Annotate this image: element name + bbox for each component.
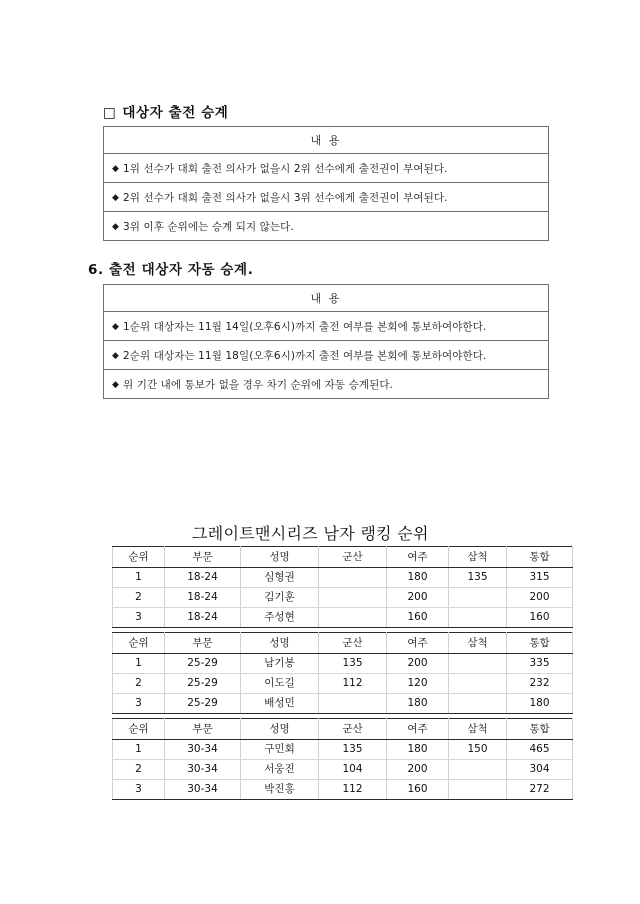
ranking-table-18-24 bbox=[112, 546, 573, 628]
column-header-name: 성명 bbox=[241, 719, 319, 740]
cell-name: 주성현 bbox=[241, 608, 319, 628]
cell-yeoju: 160 bbox=[387, 608, 449, 628]
diamond-bullet-icon: ◆ bbox=[112, 350, 120, 361]
cell-division: 18-24 bbox=[165, 588, 241, 608]
rule-text: 2위 선수가 대회 출전 의사가 없을시 3위 선수에게 출전권이 부여된다. bbox=[123, 191, 448, 204]
diamond-bullet-icon: ◆ bbox=[112, 163, 120, 174]
column-header-division: 부문 bbox=[165, 547, 241, 568]
cell-rank: 2 bbox=[113, 588, 165, 608]
cell-division: 18-24 bbox=[165, 608, 241, 628]
cell-rank: 1 bbox=[113, 568, 165, 588]
table-row bbox=[113, 674, 573, 694]
diamond-bullet-icon: ◆ bbox=[112, 321, 120, 332]
table-header-row bbox=[104, 285, 549, 312]
cell-total: 160 bbox=[507, 608, 573, 628]
cell-total: 465 bbox=[507, 740, 573, 760]
cell-name: 남기봉 bbox=[241, 654, 319, 674]
cell-gunsan bbox=[319, 588, 387, 608]
cell-gunsan: 135 bbox=[319, 740, 387, 760]
table-row bbox=[113, 780, 573, 800]
cell-name: 이도길 bbox=[241, 674, 319, 694]
cell-yeoju: 200 bbox=[387, 588, 449, 608]
table-row bbox=[104, 212, 549, 241]
cell-samcheok bbox=[449, 608, 507, 628]
cell-total: 315 bbox=[507, 568, 573, 588]
column-header-total: 통합 bbox=[507, 719, 573, 740]
column-header-yeoju: 여주 bbox=[387, 633, 449, 654]
cell-yeoju: 160 bbox=[387, 780, 449, 800]
table-row bbox=[113, 588, 573, 608]
cell-gunsan: 112 bbox=[319, 780, 387, 800]
cell-samcheok bbox=[449, 760, 507, 780]
cell-division: 30-34 bbox=[165, 740, 241, 760]
rule-cell bbox=[104, 154, 549, 183]
checkbox-square-icon: □ bbox=[103, 105, 117, 121]
cell-division: 18-24 bbox=[165, 568, 241, 588]
table-header-row bbox=[113, 633, 573, 654]
column-header-samcheok: 삼척 bbox=[449, 719, 507, 740]
rule-text: 2순위 대상자는 11월 18일(오후6시)까지 출전 여부를 본회에 통보하여야한다. bbox=[123, 349, 487, 362]
column-header-rank: 순위 bbox=[113, 719, 165, 740]
table-header-row bbox=[113, 547, 573, 568]
section-heading-auto-succession-label: 6. 출전 대상자 자동 승계. bbox=[88, 262, 254, 278]
column-header-gunsan: 군산 bbox=[319, 547, 387, 568]
column-header-content: 내 용 bbox=[104, 127, 549, 154]
cell-name: 배성민 bbox=[241, 694, 319, 714]
table-row bbox=[104, 183, 549, 212]
cell-division: 25-29 bbox=[165, 674, 241, 694]
diamond-bullet-icon: ◆ bbox=[112, 221, 120, 232]
column-header-total: 통합 bbox=[507, 547, 573, 568]
cell-total: 335 bbox=[507, 654, 573, 674]
cell-rank: 2 bbox=[113, 674, 165, 694]
cell-name: 김기훈 bbox=[241, 588, 319, 608]
table-row bbox=[113, 760, 573, 780]
cell-samcheok bbox=[449, 674, 507, 694]
cell-division: 30-34 bbox=[165, 780, 241, 800]
section-heading-succession bbox=[103, 101, 228, 121]
cell-name: 박진홍 bbox=[241, 780, 319, 800]
table-row bbox=[113, 694, 573, 714]
table-row bbox=[104, 341, 549, 370]
ranking-title: 그레이트맨시리즈 남자 랭킹 순위 bbox=[192, 524, 429, 543]
cell-rank: 1 bbox=[113, 740, 165, 760]
cell-name: 구민회 bbox=[241, 740, 319, 760]
table-row bbox=[113, 568, 573, 588]
cell-yeoju: 200 bbox=[387, 654, 449, 674]
rule-cell bbox=[104, 370, 549, 399]
column-header-rank: 순위 bbox=[113, 547, 165, 568]
cell-gunsan bbox=[319, 568, 387, 588]
diamond-bullet-icon: ◆ bbox=[112, 192, 120, 203]
section-heading-succession-label: 대상자 출전 승계 bbox=[122, 105, 229, 121]
column-header-samcheok: 삼척 bbox=[449, 633, 507, 654]
cell-samcheok bbox=[449, 694, 507, 714]
rule-text: 1순위 대상자는 11월 14일(오후6시)까지 출전 여부를 본회에 통보하여야한다. bbox=[123, 320, 487, 333]
table-row bbox=[104, 154, 549, 183]
cell-rank: 3 bbox=[113, 780, 165, 800]
cell-gunsan bbox=[319, 608, 387, 628]
table-header-row bbox=[113, 719, 573, 740]
cell-samcheok: 135 bbox=[449, 568, 507, 588]
cell-division: 30-34 bbox=[165, 760, 241, 780]
cell-total: 304 bbox=[507, 760, 573, 780]
cell-total: 200 bbox=[507, 588, 573, 608]
cell-total: 272 bbox=[507, 780, 573, 800]
column-header-gunsan: 군산 bbox=[319, 633, 387, 654]
column-header-division: 부문 bbox=[165, 633, 241, 654]
rule-cell bbox=[104, 312, 549, 341]
cell-samcheok bbox=[449, 780, 507, 800]
cell-yeoju: 120 bbox=[387, 674, 449, 694]
rule-cell bbox=[104, 212, 549, 241]
auto-succession-rules-table bbox=[103, 284, 549, 399]
cell-rank: 3 bbox=[113, 608, 165, 628]
cell-division: 25-29 bbox=[165, 694, 241, 714]
column-header-total: 통합 bbox=[507, 633, 573, 654]
rule-cell bbox=[104, 341, 549, 370]
rule-text: 위 기간 내에 통보가 없을 경우 차기 순위에 자동 승계된다. bbox=[123, 378, 393, 391]
cell-samcheok: 150 bbox=[449, 740, 507, 760]
rule-cell bbox=[104, 183, 549, 212]
cell-rank: 1 bbox=[113, 654, 165, 674]
cell-total: 180 bbox=[507, 694, 573, 714]
ranking-table-25-29 bbox=[112, 632, 573, 714]
cell-rank: 3 bbox=[113, 694, 165, 714]
cell-rank: 2 bbox=[113, 760, 165, 780]
cell-name: 심형권 bbox=[241, 568, 319, 588]
cell-yeoju: 200 bbox=[387, 760, 449, 780]
cell-yeoju: 180 bbox=[387, 568, 449, 588]
column-header-samcheok: 삼척 bbox=[449, 547, 507, 568]
column-header-division: 부문 bbox=[165, 719, 241, 740]
cell-samcheok bbox=[449, 588, 507, 608]
diamond-bullet-icon: ◆ bbox=[112, 379, 120, 390]
cell-name: 서웅진 bbox=[241, 760, 319, 780]
cell-gunsan bbox=[319, 694, 387, 714]
cell-samcheok bbox=[449, 654, 507, 674]
section-heading-auto-succession bbox=[88, 258, 253, 278]
column-header-rank: 순위 bbox=[113, 633, 165, 654]
column-header-name: 성명 bbox=[241, 547, 319, 568]
rule-text: 1위 선수가 대회 출전 의사가 없을시 2위 선수에게 출전권이 부여된다. bbox=[123, 162, 448, 175]
column-header-name: 성명 bbox=[241, 633, 319, 654]
rule-text: 3위 이후 순위에는 승계 되지 않는다. bbox=[123, 220, 294, 233]
succession-rules-table bbox=[103, 126, 549, 241]
column-header-yeoju: 여주 bbox=[387, 547, 449, 568]
table-row bbox=[104, 370, 549, 399]
table-header-row bbox=[104, 127, 549, 154]
table-row bbox=[104, 312, 549, 341]
table-row bbox=[113, 654, 573, 674]
table-row bbox=[113, 740, 573, 760]
column-header-gunsan: 군산 bbox=[319, 719, 387, 740]
cell-total: 232 bbox=[507, 674, 573, 694]
cell-yeoju: 180 bbox=[387, 740, 449, 760]
cell-gunsan: 104 bbox=[319, 760, 387, 780]
table-row bbox=[113, 608, 573, 628]
cell-gunsan: 112 bbox=[319, 674, 387, 694]
ranking-table-30-34 bbox=[112, 718, 573, 800]
cell-gunsan: 135 bbox=[319, 654, 387, 674]
column-header-content: 내 용 bbox=[104, 285, 549, 312]
column-header-yeoju: 여주 bbox=[387, 719, 449, 740]
cell-division: 25-29 bbox=[165, 654, 241, 674]
cell-yeoju: 180 bbox=[387, 694, 449, 714]
